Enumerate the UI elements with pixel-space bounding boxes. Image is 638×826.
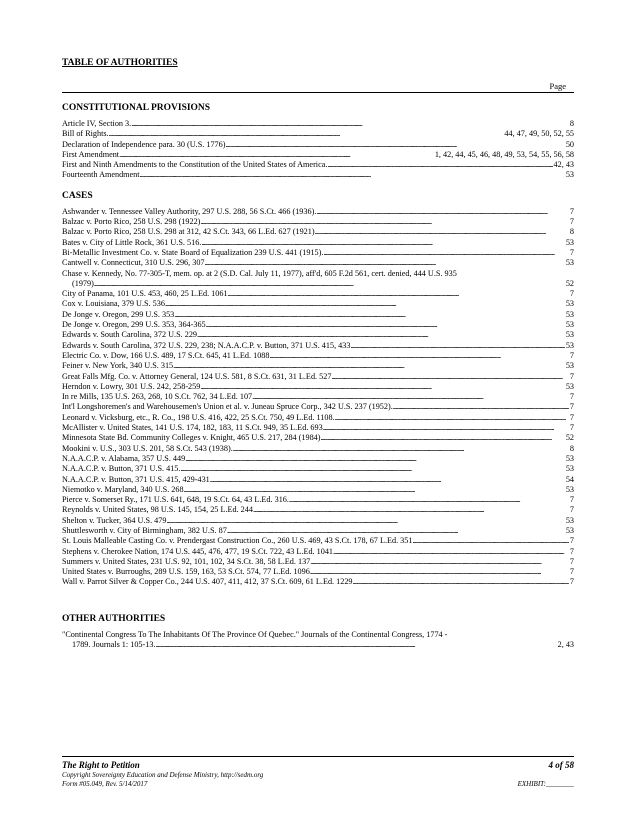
- authority-citation: Feiner v. New York, 340 U.S. 315: [62, 361, 174, 371]
- dot-leader: [269, 351, 568, 361]
- authority-pages: 7: [569, 577, 574, 587]
- dot-leader: [323, 248, 568, 258]
- dot-leader: [393, 402, 569, 412]
- authority-entry: [62, 577, 574, 587]
- authority-entry: [62, 207, 574, 217]
- dot-leader: [228, 289, 569, 299]
- dot-leader: [180, 464, 564, 474]
- dot-leader: [289, 495, 569, 505]
- authority-entry: [62, 129, 574, 139]
- cases-section-title: CASES: [62, 190, 93, 201]
- dot-leader: [315, 227, 569, 237]
- authority-entry: [62, 444, 574, 454]
- page-column-header-row: [62, 78, 574, 93]
- authority-entry: [62, 567, 574, 577]
- authority-entry: [62, 330, 574, 340]
- authority-citation: Wall v. Parrot Silver & Copper Co., 244 U.S. 407, 411, 412, 37 S.Ct. 609, 61 L.Ed. 1229: [62, 577, 353, 587]
- authority-entry: [62, 423, 574, 433]
- footer-document-title: The Right to Petition: [62, 760, 140, 770]
- authority-citation: Pierce v. Somerset Ry., 171 U.S. 641, 648, 19 S.Ct. 64, 43 L.Ed. 316.: [62, 495, 289, 505]
- dot-leader: [253, 505, 569, 515]
- authority-citation: Minnesota State Bd. Community Colleges v. Knight, 465 U.S. 217, 284 (1984): [62, 433, 321, 443]
- dot-leader: [227, 526, 565, 536]
- authority-entry: [62, 382, 574, 392]
- authority-citation: Bates v. City of Little Rock, 361 U.S. 516.: [62, 237, 202, 247]
- dot-leader: [321, 433, 565, 443]
- dot-leader: [109, 129, 504, 139]
- authority-entry: [62, 351, 574, 361]
- authority-pages: 52: [565, 278, 574, 288]
- dot-leader: [252, 392, 569, 402]
- authority-citation: "Continental Congress To The Inhabitants Of The Province Of Quebec." Journals of the Continental Congress, 1774 -: [62, 629, 448, 639]
- dot-leader: [174, 310, 565, 320]
- dot-leader: [225, 140, 564, 150]
- authority-pages: 53: [565, 170, 574, 180]
- dot-leader: [327, 160, 552, 170]
- page-footer: [62, 756, 574, 789]
- authority-citation: St. Louis Malleable Casting Co. v. Prendergast Construction Co., 260 U.S. 469, 43 S.Ct. 178, 67 L.Ed. 351: [62, 536, 413, 546]
- authority-citation: Bill of Rights.: [62, 129, 109, 139]
- dot-leader: [316, 207, 569, 217]
- other-list: [62, 630, 574, 651]
- authority-citation: Electric Co. v. Dow, 166 U.S. 489, 17 S.Ct. 645, 41 L.Ed. 1088: [62, 350, 270, 360]
- authority-entry: [62, 361, 574, 371]
- authority-entry: [62, 227, 574, 237]
- authority-entry: [62, 140, 574, 150]
- authority-citation: Article IV, Section 3.: [62, 119, 132, 128]
- dot-leader: [350, 341, 564, 351]
- constitutional-section-title: CONSTITUTIONAL PROVISIONS: [62, 103, 211, 113]
- dot-leader: [155, 640, 556, 650]
- authority-pages: 53: [565, 320, 574, 330]
- dot-leader: [353, 577, 569, 587]
- dot-leader: [173, 361, 565, 371]
- authority-entry: [62, 170, 574, 180]
- authority-entry: [62, 485, 574, 495]
- authority-entry: [62, 402, 574, 412]
- authority-entry: [62, 248, 574, 258]
- authority-citation: Stephens v. Cherokee Nation, 174 U.S. 445, 476, 477, 19 S.Ct. 722, 43 L.Ed. 1041: [62, 546, 334, 556]
- authority-citation: Edwards v. South Carolina, 372 U.S. 229, 238; N.A.A.C.P. v. Button, 371 U.S. 415, 433: [62, 340, 351, 350]
- dot-leader: [233, 444, 569, 454]
- authority-pages: 53: [565, 525, 574, 535]
- dot-leader: [166, 516, 564, 526]
- authority-pages: 7: [569, 536, 574, 546]
- authority-pages: 7: [569, 350, 574, 360]
- authority-entry: [62, 160, 574, 170]
- authority-entry: [62, 630, 574, 651]
- authority-citation: Shelton v. Tucker, 364 U.S. 479: [62, 515, 167, 525]
- footer-page-number: 4 of 58: [548, 760, 574, 770]
- authority-entry: [62, 557, 574, 567]
- footer-form-number: Form #05.049, Rev. 5/14/2017: [62, 780, 148, 788]
- authority-citation: Edwards v. South Carolina, 372 U.S. 229: [62, 330, 198, 340]
- authority-entry: [62, 475, 574, 485]
- authority-citation: Bi-Metallic Investment Co. v. State Board of Equalization 239 U.S. 441 (1915).: [62, 247, 324, 257]
- authority-entry: [62, 516, 574, 526]
- authority-pages: 7: [569, 371, 574, 381]
- authority-pages: 53: [565, 258, 574, 268]
- authority-pages: 7: [569, 247, 574, 257]
- authority-pages: 7: [569, 402, 574, 412]
- authority-citation-continued: (1979): [72, 278, 94, 288]
- authority-citation: N.A.A.C.P. v. Button, 371 U.S. 415.: [62, 464, 181, 474]
- dot-leader: [197, 330, 565, 340]
- authority-citation: Cantwell v. Connecticut, 310 U.S. 296, 307: [62, 258, 205, 268]
- cases-list: [62, 207, 574, 588]
- authority-citation: First Amendment: [62, 149, 120, 159]
- authority-citation: Reynolds v. United States, 98 U.S. 145, 154, 25 L.Ed. 244: [62, 505, 253, 515]
- authority-citation: Chase v. Kennedy, No. 77-305-T, mem. op. at 2 (S.D. Cal. July 11, 1977), aff'd, 605 F.2d 561, cert. denied, 444 U.S. 935: [62, 268, 457, 278]
- authority-citation: Leonard v. Vicksburg, etc., R. Co., 198 U.S. 416, 422, 25 S.Ct. 750, 49 L.Ed. 1108.: [62, 412, 335, 422]
- authority-citation: De Jonge v. Oregon, 299 U.S. 353: [62, 309, 175, 319]
- authority-entry: [62, 269, 574, 290]
- authority-pages: 52: [565, 433, 574, 443]
- constitutional-list: [62, 119, 574, 181]
- authority-pages: 53: [565, 453, 574, 463]
- authority-entry: [62, 464, 574, 474]
- table-of-authorities: [62, 52, 574, 650]
- authority-entry: [62, 372, 574, 382]
- page-column-header: Page: [549, 81, 566, 91]
- dot-leader: [140, 170, 565, 180]
- authority-citation: Summers v. United States, 231 U.S. 92, 101, 102, 34 S.Ct. 38, 58 L.Ed. 137: [62, 556, 311, 566]
- authority-entry: [62, 505, 574, 515]
- authority-pages: 42, 43: [553, 160, 574, 170]
- authority-pages: 53: [565, 299, 574, 309]
- authority-pages: 7: [569, 505, 574, 515]
- authority-pages: 8: [569, 227, 574, 237]
- dot-leader: [94, 279, 565, 289]
- authority-pages: 53: [565, 237, 574, 247]
- authority-entry: [62, 413, 574, 423]
- authority-pages: 8: [569, 119, 574, 128]
- footer-copyright: Copyright Sovereignty Education and Defense Ministry, http://sedm.org: [62, 771, 264, 779]
- authority-pages: 7: [569, 567, 574, 577]
- authority-pages: 53: [565, 484, 574, 494]
- authority-citation: Int'l Longshoremen's and Warehousemen's Union et al. v. Juneau Spruce Corp., 342 U.S. 237 (1952).: [62, 402, 393, 412]
- authority-citation: De Jonge v. Oregon, 299 U.S. 353, 364-365: [62, 320, 206, 330]
- authority-citation: Balzac v. Porto Rico, 258 U.S. 298 (1922): [62, 217, 201, 227]
- authority-pages: 7: [569, 412, 574, 422]
- dot-leader: [310, 567, 569, 577]
- dot-leader: [185, 454, 565, 464]
- authority-pages: 7: [569, 546, 574, 556]
- authority-entry: [62, 320, 574, 330]
- authority-entry: [62, 238, 574, 248]
- dot-leader: [184, 485, 565, 495]
- authority-citation: In re Mills, 135 U.S. 263, 268, 10 S.Ct. 762, 34 L.Ed. 107: [62, 392, 253, 402]
- authority-entry: [62, 289, 574, 299]
- authority-entry: [62, 119, 574, 129]
- dot-leader: [333, 547, 569, 557]
- dot-leader: [335, 413, 569, 423]
- authority-pages: 53: [565, 464, 574, 474]
- dot-leader: [200, 382, 564, 392]
- authority-citation: Mookini v. U.S., 303 U.S. 201, 58 S.Ct. 543 (1938).: [62, 443, 233, 453]
- authority-citation: Balzac v. Porto Rico, 258 U.S. 298 at 312, 42 S.Ct. 343, 66 L.Ed. 627 (1921): [62, 227, 315, 237]
- authority-entry: [62, 433, 574, 443]
- authority-entry: [62, 341, 574, 351]
- authority-pages: 7: [569, 495, 574, 505]
- dot-leader: [323, 423, 569, 433]
- authority-pages: 7: [569, 392, 574, 402]
- authority-pages: 7: [569, 556, 574, 566]
- authority-citation: N.A.A.C.P. v. Button, 371 U.S. 415, 429-431: [62, 474, 210, 484]
- authority-pages: 50: [565, 139, 574, 149]
- authority-pages: 53: [565, 515, 574, 525]
- authority-pages: 54: [565, 474, 574, 484]
- authority-pages: 7: [569, 206, 574, 216]
- authority-pages: 53: [565, 361, 574, 371]
- authority-entry: [62, 150, 574, 160]
- dot-leader: [200, 217, 568, 227]
- authority-citation: Great Falls Mfg. Co. v. Attorney General, 124 U.S. 581, 8 S.Ct. 631, 31 L.Ed. 527: [62, 371, 332, 381]
- authority-entry: [62, 495, 574, 505]
- authority-citation-continued: 1789. Journals 1: 105-13.: [72, 640, 156, 650]
- authority-citation: Shuttlesworth v. City of Birmingham, 382 U.S. 87: [62, 525, 227, 535]
- authority-pages: 44, 47, 49, 50, 52, 55: [504, 129, 574, 139]
- dot-leader: [206, 320, 565, 330]
- authority-citation: Ashwander v. Tennessee Valley Authority, 297 U.S. 288, 56 S.Ct. 466 (1936).: [62, 206, 317, 216]
- authority-citation: United States v. Burroughs, 289 U.S. 159, 163, 53 S.Ct. 574, 77 L.Ed. 1096: [62, 567, 310, 577]
- authority-pages: 1, 42, 44, 45, 46, 48, 49, 53, 54, 55, 56, 58: [434, 149, 574, 159]
- dot-leader: [331, 372, 568, 382]
- toc-title: TABLE OF AUTHORITIES: [62, 58, 178, 68]
- dot-leader: [201, 238, 564, 248]
- authority-citation: Fourteenth Amendment: [62, 170, 140, 180]
- authority-entry: [62, 526, 574, 536]
- dot-leader: [205, 258, 565, 268]
- authority-pages: 53: [565, 381, 574, 391]
- dot-leader: [210, 475, 565, 485]
- authority-entry: [62, 454, 574, 464]
- authority-citation: First and Ninth Amendments to the Constitution of the United States of America.: [62, 160, 328, 170]
- authority-entry: [62, 258, 574, 268]
- authority-entry: [62, 536, 574, 546]
- authority-pages: 53: [565, 330, 574, 340]
- authority-entry: [62, 392, 574, 402]
- authority-pages: 7: [569, 217, 574, 227]
- authority-pages: 8: [569, 443, 574, 453]
- authority-pages: 7: [569, 289, 574, 299]
- dot-leader: [310, 557, 569, 567]
- authority-citation: Herndon v. Lowry, 301 U.S. 242, 258-259: [62, 381, 201, 391]
- other-section-title: OTHER AUTHORITIES: [62, 613, 166, 624]
- authority-pages: 7: [569, 423, 574, 433]
- footer-exhibit: EXHIBIT:________: [517, 780, 574, 788]
- authority-entry: [62, 310, 574, 320]
- dot-leader: [119, 150, 434, 160]
- authority-entry: [62, 217, 574, 227]
- authority-pages: 2, 43: [557, 640, 574, 650]
- authority-entry: [62, 299, 574, 309]
- dot-leader: [165, 299, 565, 309]
- authority-citation: McAllister v. United States, 141 U.S. 174, 182, 183, 11 S.Ct. 949, 35 L.Ed. 693: [62, 423, 323, 433]
- authority-citation: City of Panama, 101 U.S. 453, 460, 25 L.Ed. 1061: [62, 289, 228, 299]
- authority-entry: [62, 547, 574, 557]
- authority-pages: 53: [565, 340, 574, 350]
- dot-leader: [412, 536, 568, 546]
- authority-citation: Cox v. Louisiana, 379 U.S. 536: [62, 299, 165, 309]
- authority-citation: N.A.A.C.P. v. Alabama, 357 U.S. 449: [62, 453, 186, 463]
- dot-leader: [131, 119, 569, 129]
- authority-pages: 53: [565, 309, 574, 319]
- authority-citation: Niemotko v. Maryland, 340 U.S. 268: [62, 484, 184, 494]
- authority-citation: Declaration of Independence para. 30 (U.S. 1776): [62, 139, 226, 149]
